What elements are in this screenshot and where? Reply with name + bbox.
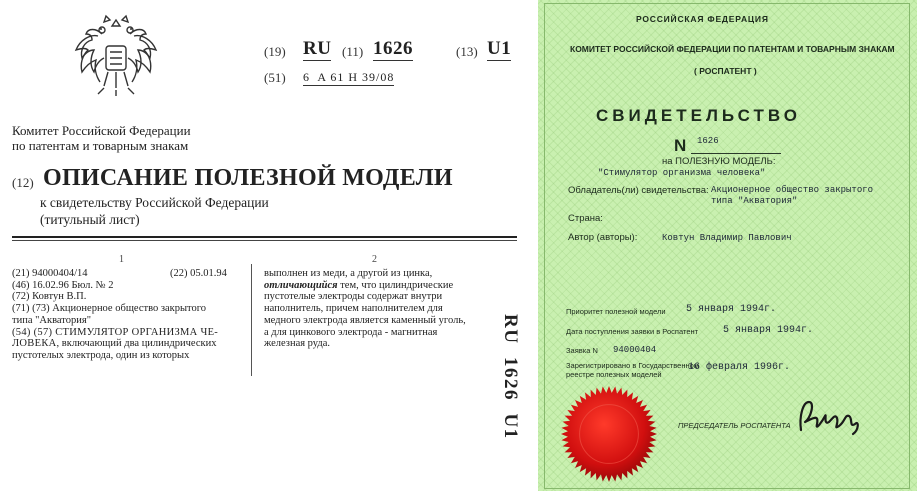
filing-date: (22) 05.01.94 (170, 268, 227, 279)
utility-model-name: "Стимулятор организма человека" (598, 168, 766, 178)
chairman-signature-icon (793, 396, 863, 438)
holder-line-2: типа "Акватория" (711, 196, 798, 206)
claim-text-column-2 (264, 268, 490, 350)
double-headed-eagle-crest-icon (68, 10, 164, 102)
holder-value (711, 185, 873, 207)
claim-title-line-1: (54) (57) СТИМУЛЯТОР ОРГАНИЗМА ЧЕ- (12, 326, 219, 338)
section-divider (12, 236, 517, 238)
ipc-code-number: (51) (264, 70, 286, 85)
publication-info: (46) 16.02.96 Бюл. № 2 (12, 279, 114, 291)
vertical-document-code (496, 270, 524, 484)
col2-emphasis: отличающийся (264, 279, 338, 291)
committee-line-1: Комитет Российской Федерации (12, 123, 191, 138)
application-label: Заявка N (566, 346, 598, 355)
col2-line-5: медного электрода является каменный уголь, (264, 314, 466, 326)
column-number-1: 1 (119, 254, 124, 265)
col2-line-7: железная руда. (264, 338, 331, 350)
col2-line-1: выполнен из меди, а другой из цинка, (264, 268, 433, 279)
registration-date: 16 февраля 1996г. (688, 362, 791, 373)
col2-line-3: пустотелые электроды содержат внутри (264, 291, 443, 303)
ipc-classification: 6 A 61 H 39/08 (303, 70, 395, 84)
bibliographic-data (12, 268, 242, 362)
document-title: ОПИСАНИЕ ПОЛЕЗНОЙ МОДЕЛИ (43, 165, 453, 191)
author-info: (72) Ковтун В.П. (12, 291, 87, 303)
title-code-number: (12) (12, 175, 34, 190)
col2-line-4: наполнитель, причем наполнителем для (264, 303, 443, 315)
country-code-number: (19) (264, 44, 286, 59)
owner-line-1: (71) (73) Акционерное общество закрытого (12, 303, 207, 315)
column-separator (251, 264, 252, 376)
vertical-code-text: RU 1626 U1 (500, 314, 521, 440)
claim-text-line-1: , включающий два цилиндрических (56, 338, 217, 350)
application-number: (21) 94000404/14 (12, 268, 88, 279)
kind-code-number: (13) (456, 44, 478, 59)
application-number: 94000404 (613, 345, 657, 355)
author-value: Ковтун Владимир Павлович (662, 233, 792, 243)
claim-text-line-2: пустотелых электрода, один из которых (12, 349, 190, 361)
doc-number-code: (11) (342, 44, 364, 59)
certificate-title: СВИДЕТЕЛЬСТВО (596, 106, 801, 125)
subtitle-line-2: (титульный лист) (40, 212, 140, 227)
registered-label-line-2: реестре полезных моделей (566, 370, 662, 379)
doc-number: 1626 (373, 38, 413, 59)
holder-line-1: Акционерное общество закрытого (711, 185, 874, 195)
chairman-label: ПРЕДСЕДАТЕЛЬ РОСПАТЕНТА (678, 421, 791, 430)
certificate-office: ( РОСПАТЕНТ ) (694, 66, 757, 76)
subtitle-line-1: к свидетельству Российской Федерации (40, 195, 269, 210)
utility-model-certificate (538, 0, 917, 491)
owner-line-2: типа "Акватория" (12, 314, 91, 326)
number-label: N (674, 136, 687, 155)
committee-line-2: по патентам и товарным знакам (12, 138, 189, 153)
received-date: 5 января 1994г. (723, 325, 814, 336)
registered-label (566, 361, 699, 379)
author-label: Автор (авторы): (568, 232, 638, 243)
col2-line-2: тем, что цилиндрические (337, 279, 454, 291)
kind-code: U1 (487, 38, 512, 59)
section-divider-thin (12, 240, 517, 241)
column-number-2: 2 (372, 254, 377, 265)
col2-line-6: а для цинкового электрода - магнитная (264, 326, 438, 338)
holder-label: Обладатель(ли) свидетельства: (568, 185, 709, 196)
issuing-committee (12, 123, 191, 153)
received-label: Дата поступления заявки в Роспатент (566, 327, 699, 336)
country-label: Страна: (568, 213, 603, 224)
number-underline (691, 153, 781, 154)
registered-label-line-1: Зарегистрировано в Государственном (566, 361, 699, 370)
priority-label: Приоритет полезной модели (566, 307, 666, 316)
certificate-country: РОССИЙСКАЯ ФЕДЕРАЦИЯ (636, 14, 769, 24)
for-utility-model-label: на ПОЛЕЗНУЮ МОДЕЛЬ: (662, 156, 776, 167)
document-subtitle (40, 194, 269, 228)
claim-title-line-2: ЛОВЕКА (12, 338, 57, 350)
certificate-committee: КОМИТЕТ РОССИЙСКОЙ ФЕДЕРАЦИИ ПО ПАТЕНТАМ И ТОВАРНЫМ ЗНАКАМ (570, 44, 895, 54)
priority-date: 5 января 1994г. (686, 304, 777, 315)
country-code: RU (303, 38, 332, 59)
certificate-number: 1626 (697, 136, 719, 146)
red-wax-seal-icon (560, 385, 658, 483)
